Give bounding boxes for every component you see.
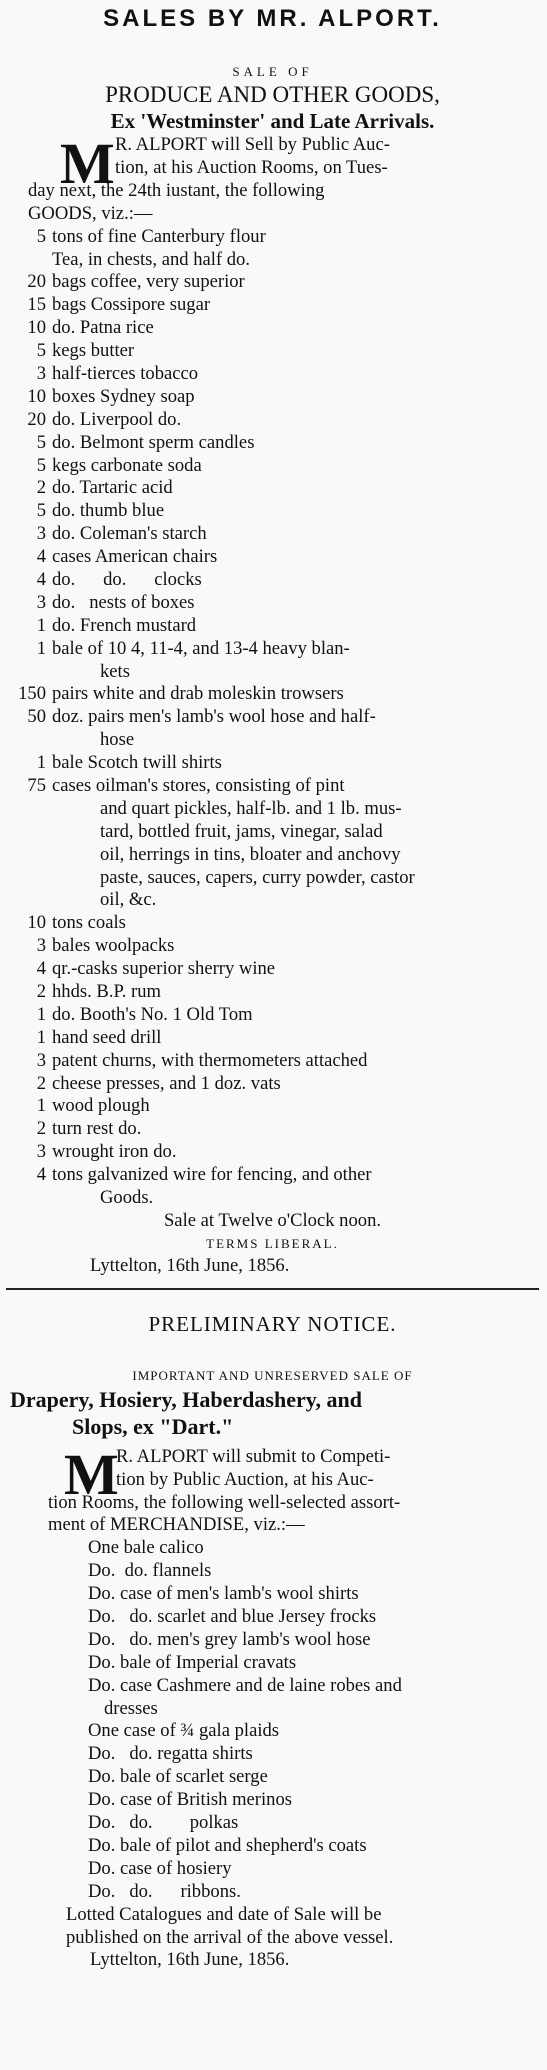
merchandise-list-item: Do. do. flannels bbox=[88, 1560, 212, 1582]
goods-list-item bbox=[6, 1095, 539, 1118]
goods-item-text: wrought iron do. bbox=[52, 1141, 177, 1163]
merchandise-list-item: Do. do. polkas bbox=[88, 1812, 239, 1834]
goods-item-text: Tea, in chests, and half do. bbox=[52, 248, 251, 270]
goods-list-item bbox=[6, 912, 539, 935]
merchandise-list-item: Do. do. scarlet and blue Jersey frocks bbox=[88, 1606, 377, 1628]
goods-item-quantity: 3 bbox=[36, 591, 46, 613]
goods-item-text: patent churns, with thermometers attached bbox=[52, 1049, 368, 1071]
merchandise-list-item: Do. case of British merinos bbox=[88, 1789, 292, 1811]
goods-item-text: boxes Sydney soap bbox=[52, 385, 195, 407]
ad2-note-line: Lotted Catalogues and date of Sale will be bbox=[66, 1903, 382, 1925]
goods-item-text: do. Coleman's starch bbox=[52, 523, 207, 545]
sale-time: Sale at Twelve o'Clock noon. bbox=[163, 1209, 382, 1231]
merchandise-list-item: Do. case Cashmere and de laine robes and bbox=[88, 1674, 402, 1696]
goods-list-item bbox=[6, 935, 539, 958]
goods-list-item bbox=[6, 889, 539, 912]
ad2-lead-line: R. ALPORT will submit to Competi- bbox=[116, 1445, 391, 1467]
goods-list-item bbox=[6, 981, 539, 1004]
ad2-important: IMPORTANT AND UNRESERVED SALE OF bbox=[132, 1367, 413, 1383]
goods-list-item bbox=[6, 867, 539, 890]
ad2-notice: PRELIMINARY NOTICE. bbox=[148, 1311, 397, 1336]
goods-item-quantity: 50 bbox=[27, 706, 46, 728]
divider bbox=[6, 1288, 539, 1290]
goods-list-item bbox=[6, 958, 539, 981]
goods-item-text: bales woolpacks bbox=[52, 935, 175, 957]
goods-item-quantity: 1 bbox=[36, 637, 46, 659]
ad2-heading-line: Slops, ex "Dart." bbox=[72, 1413, 234, 1439]
goods-item-text: pairs white and drab moleskin trowsers bbox=[52, 683, 344, 705]
ad2-heading-line: Drapery, Hosiery, Haberdashery, and bbox=[10, 1386, 362, 1412]
goods-item-text: do. Tartaric acid bbox=[52, 477, 173, 499]
ad2-lead-line: tion Rooms, the following well-selected assort- bbox=[48, 1491, 401, 1513]
goods-item-quantity: 5 bbox=[36, 500, 46, 522]
goods-list-item bbox=[6, 500, 539, 523]
ad1-subheading: Ex 'Westminster' and Late Arrivals. bbox=[110, 109, 435, 133]
goods-item-quantity: 5 bbox=[36, 225, 46, 247]
goods-item-quantity: 3 bbox=[36, 362, 46, 384]
goods-list-item bbox=[6, 798, 539, 821]
ad1-lead-line: GOODS, viz.:— bbox=[28, 202, 153, 224]
goods-item-quantity bbox=[6, 249, 52, 272]
merchandise-list-item: Do. bale of scarlet serge bbox=[88, 1766, 268, 1788]
goods-item-quantity: 10 bbox=[27, 912, 46, 934]
goods-list-item bbox=[6, 363, 539, 386]
merchandise-list-item: One bale calico bbox=[88, 1537, 204, 1559]
sale-of-label: SALE OF bbox=[232, 64, 313, 79]
goods-item-text: qr.-casks superior sherry wine bbox=[52, 958, 276, 980]
goods-item-text: hand seed drill bbox=[52, 1026, 162, 1048]
goods-list-item bbox=[6, 523, 539, 546]
goods-item-quantity: 4 bbox=[36, 958, 46, 980]
goods-item-quantity: 1 bbox=[36, 752, 46, 774]
goods-item-text: paste, sauces, capers, curry powder, castor bbox=[100, 866, 415, 888]
goods-list-item bbox=[6, 294, 539, 317]
goods-item-quantity: 75 bbox=[27, 775, 46, 796]
goods-list-item bbox=[6, 432, 539, 455]
goods-item-text: and quart pickles, half-lb. and 1 lb. mus- bbox=[100, 797, 402, 819]
ad2-lead-paragraph bbox=[6, 1441, 539, 1538]
goods-item-text: wood plough bbox=[52, 1095, 150, 1117]
goods-list-item bbox=[6, 1073, 539, 1096]
goods-list-item bbox=[6, 455, 539, 478]
goods-item-quantity: 1 bbox=[36, 1026, 46, 1048]
goods-item-text: do. Booth's No. 1 Old Tom bbox=[52, 1003, 253, 1025]
goods-item-quantity: 1 bbox=[36, 1003, 46, 1025]
ad2-merchandise-list bbox=[6, 1537, 539, 1903]
goods-item-quantity: 10 bbox=[27, 317, 46, 339]
goods-list-item bbox=[6, 1004, 539, 1027]
goods-item-text: doz. pairs men's lamb's wool hose and half- bbox=[52, 706, 376, 728]
goods-item-text: hose bbox=[100, 729, 135, 751]
ad2-lead-line: ment of MERCHANDISE, viz.:— bbox=[48, 1514, 305, 1536]
goods-item-text: do. French mustard bbox=[52, 614, 197, 636]
merchandise-list-item: Do. do. regatta shirts bbox=[88, 1743, 253, 1765]
goods-item-text: do. Belmont sperm candles bbox=[52, 431, 255, 453]
goods-list-item bbox=[6, 752, 539, 775]
goods-item-quantity: 2 bbox=[36, 477, 46, 499]
goods-item-text: cases oilman's stores, consisting of pint bbox=[52, 775, 345, 796]
drop-cap-m: M bbox=[64, 1441, 119, 1507]
goods-list-item bbox=[6, 729, 539, 752]
goods-item-text: tons galvanized wire for fencing, and other bbox=[52, 1164, 372, 1186]
page-title: SALES BY MR. ALPORT. bbox=[103, 5, 442, 32]
goods-item-text: oil, herrings in tins, bloater and anchovy bbox=[100, 843, 401, 865]
goods-item-quantity: 3 bbox=[36, 1141, 46, 1163]
goods-item-quantity: 5 bbox=[36, 340, 46, 362]
goods-list-item bbox=[6, 844, 539, 867]
goods-item-text: kegs carbonate soda bbox=[52, 454, 202, 476]
drop-cap-m: M bbox=[60, 131, 115, 196]
goods-item-text: cheese presses, and 1 doz. vats bbox=[52, 1072, 281, 1094]
ad1-heading: PRODUCE AND OTHER GOODS, bbox=[105, 82, 440, 107]
goods-list-item bbox=[6, 546, 539, 569]
goods-item-text: kets bbox=[100, 660, 130, 682]
goods-list-item bbox=[6, 249, 539, 272]
ad1-goods-list bbox=[6, 226, 539, 1210]
goods-list-item bbox=[6, 1027, 539, 1050]
merchandise-list-item: Do. do. men's grey lamb's wool hose bbox=[88, 1628, 371, 1650]
merchandise-list-item: dresses bbox=[104, 1697, 158, 1719]
goods-item-text: tons coals bbox=[52, 912, 126, 934]
ad2-lead-line: tion by Public Auction, at his Auc- bbox=[116, 1468, 374, 1490]
merchandise-list-item: Do. case of men's lamb's wool shirts bbox=[88, 1583, 359, 1605]
goods-item-quantity: 150 bbox=[18, 683, 46, 705]
goods-item-text: do. do. clocks bbox=[52, 568, 202, 590]
ad1-lead-line: day next, the 24th iustant, the following bbox=[28, 179, 325, 201]
ad1-lead-line: tion, at his Auction Rooms, on Tues- bbox=[115, 156, 388, 178]
goods-item-text: tard, bottled fruit, jams, vinegar, salad bbox=[100, 820, 383, 842]
merchandise-list-item: Do. case of hosiery bbox=[88, 1857, 232, 1879]
goods-item-text: Goods. bbox=[100, 1187, 154, 1209]
goods-list-item bbox=[6, 683, 539, 706]
merchandise-list-item: Do. bale of pilot and shepherd's coats bbox=[88, 1834, 367, 1856]
goods-item-text: do. nests of boxes bbox=[52, 591, 195, 613]
goods-item-text: bale of 10 4, 11-4, and 13-4 heavy blan- bbox=[52, 637, 350, 659]
goods-list-item bbox=[6, 409, 539, 432]
goods-item-text: tons of fine Canterbury flour bbox=[52, 225, 266, 247]
goods-item-text: hhds. B.P. rum bbox=[52, 981, 162, 1003]
goods-list-item bbox=[6, 226, 539, 249]
goods-list-item bbox=[6, 706, 539, 729]
goods-item-text: bags Cossipore sugar bbox=[52, 294, 211, 316]
ad1-date: Lyttelton, 16th June, 1856. bbox=[90, 1254, 290, 1276]
goods-list-item bbox=[6, 661, 539, 684]
goods-item-text: turn rest do. bbox=[52, 1118, 142, 1140]
goods-list-item bbox=[6, 1164, 539, 1187]
goods-list-item bbox=[6, 271, 539, 294]
ad2-note-line: published on the arrival of the above vessel. bbox=[66, 1926, 394, 1948]
goods-item-text: do. Patna rice bbox=[52, 317, 154, 339]
goods-list-item bbox=[6, 386, 539, 409]
goods-item-quantity: 3 bbox=[36, 1049, 46, 1071]
goods-item-text: half-tierces tobacco bbox=[52, 362, 199, 384]
goods-item-text: bale Scotch twill shirts bbox=[52, 752, 222, 774]
goods-item-text: do. thumb blue bbox=[52, 500, 165, 522]
goods-item-quantity: 2 bbox=[36, 1072, 46, 1094]
goods-list-item bbox=[6, 638, 539, 661]
goods-list-item bbox=[6, 1050, 539, 1073]
goods-item-quantity: 1 bbox=[36, 614, 46, 636]
goods-list-item bbox=[6, 1118, 539, 1141]
goods-item-quantity: 4 bbox=[36, 1164, 46, 1186]
goods-list-item bbox=[6, 569, 539, 592]
terms: TERMS LIBERAL. bbox=[206, 1235, 339, 1251]
goods-item-text: oil, &c. bbox=[100, 889, 157, 911]
goods-list-item bbox=[6, 615, 539, 638]
goods-list-item bbox=[6, 775, 539, 798]
goods-item-quantity: 10 bbox=[27, 385, 46, 407]
goods-list-item bbox=[6, 340, 539, 363]
goods-list-item bbox=[6, 477, 539, 500]
goods-item-text: do. Liverpool do. bbox=[52, 408, 182, 430]
ad1-lead-line: R. ALPORT will Sell by Public Auc- bbox=[115, 134, 390, 155]
merchandise-list-item: Do. bale of Imperial cravats bbox=[88, 1651, 297, 1673]
goods-item-quantity: 5 bbox=[36, 454, 46, 476]
goods-item-quantity: 4 bbox=[36, 568, 46, 590]
goods-list-item bbox=[6, 317, 539, 340]
merchandise-list-item: Do. do. ribbons. bbox=[88, 1880, 241, 1902]
goods-item-quantity: 20 bbox=[27, 271, 46, 293]
goods-item-quantity: 15 bbox=[27, 294, 46, 316]
goods-item-quantity: 20 bbox=[27, 408, 46, 430]
ad2-date: Lyttelton, 16th June, 1856. bbox=[90, 1949, 290, 1971]
goods-list-item bbox=[6, 1141, 539, 1164]
goods-item-quantity: 2 bbox=[36, 981, 46, 1003]
goods-list-item bbox=[6, 592, 539, 615]
goods-list-item bbox=[6, 821, 539, 844]
goods-item-quantity: 3 bbox=[36, 935, 46, 957]
goods-item-quantity: 4 bbox=[36, 546, 46, 568]
goods-list-item bbox=[6, 1187, 539, 1210]
goods-item-text: kegs butter bbox=[52, 340, 135, 362]
ad1-lead-paragraph bbox=[6, 131, 539, 226]
goods-item-quantity: 1 bbox=[36, 1095, 46, 1117]
goods-item-quantity: 5 bbox=[36, 431, 46, 453]
goods-item-quantity: 3 bbox=[36, 523, 46, 545]
goods-item-quantity: 2 bbox=[36, 1118, 46, 1140]
merchandise-list-item: One case of ¾ gala plaids bbox=[88, 1720, 280, 1742]
goods-item-text: cases American chairs bbox=[52, 546, 218, 568]
goods-item-text: bags coffee, very superior bbox=[52, 271, 245, 293]
